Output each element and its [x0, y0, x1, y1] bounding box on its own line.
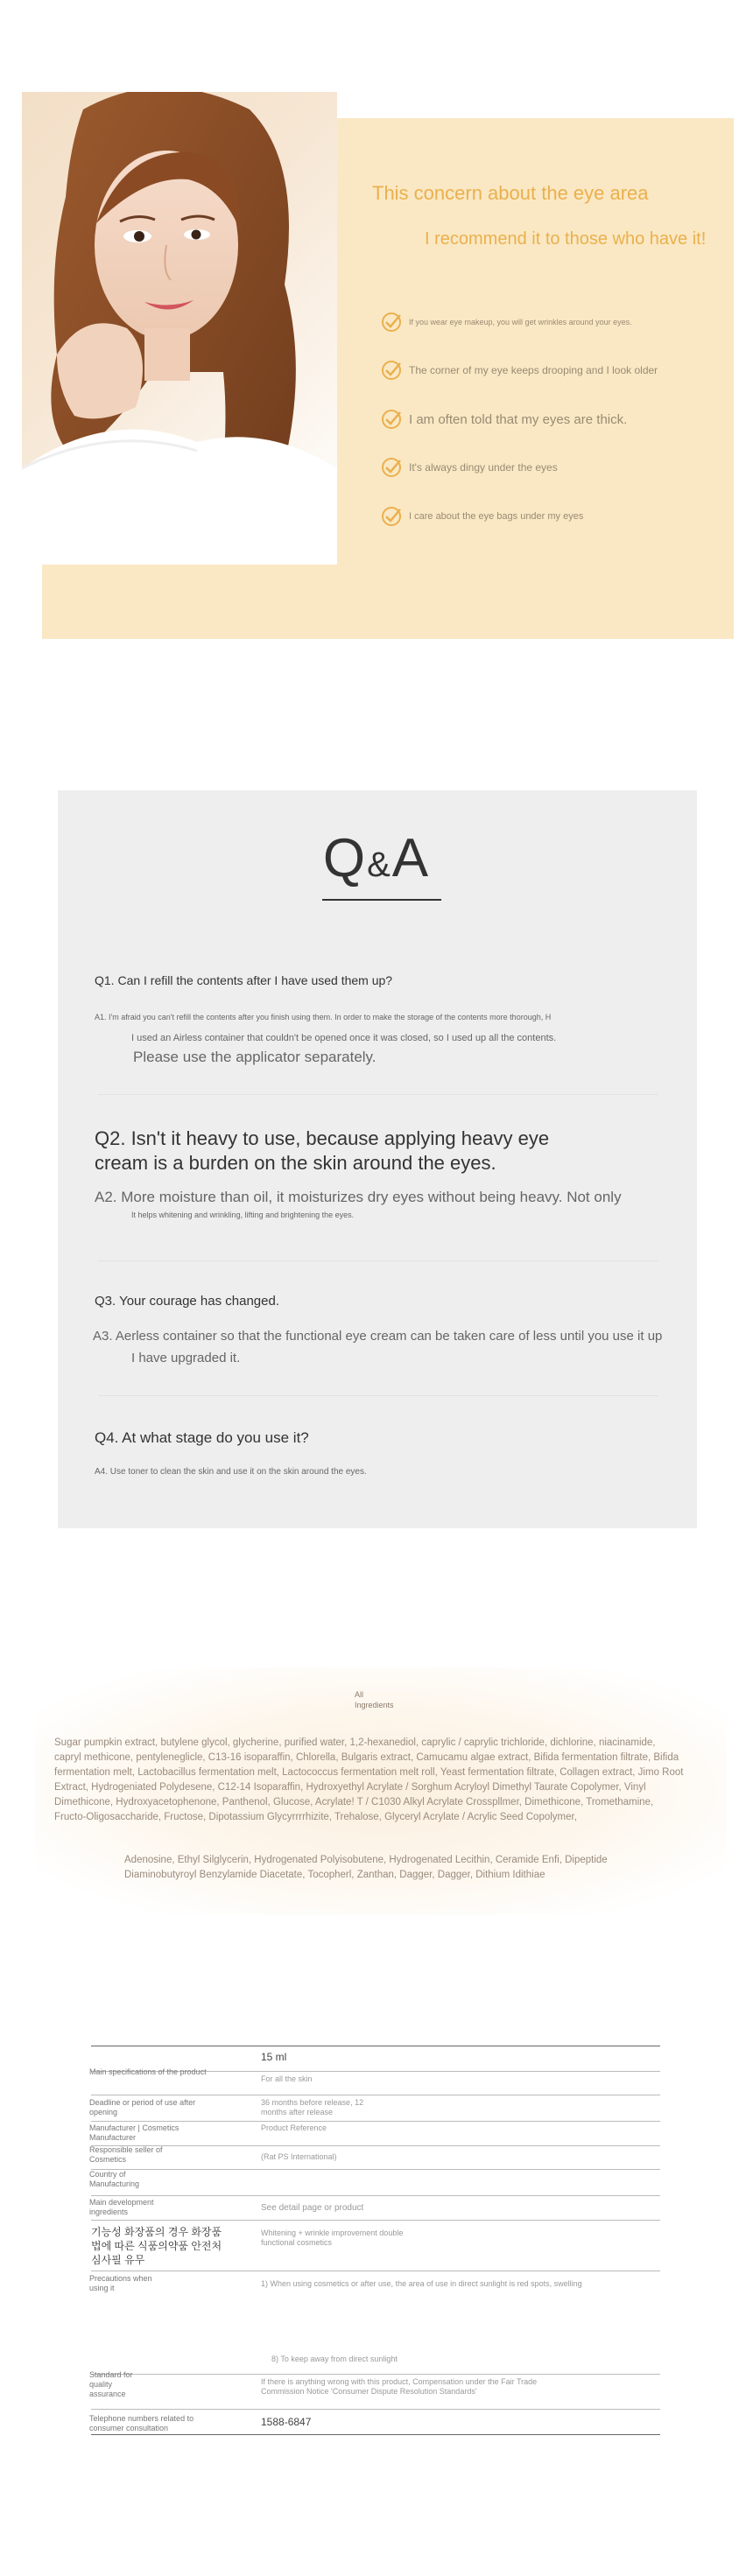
label-responsible-seller: Responsible seller of Cosmetics: [89, 2145, 163, 2164]
checkmark-circle-icon: [381, 312, 402, 333]
concern-title: This concern about the eye area: [372, 182, 649, 204]
label-usage-period: Deadline or period of use after opening: [89, 2098, 196, 2116]
answer-2-line-1: A2. More moisture than oil, it moisturizes dry eyes without being heavy. Not only: [95, 1189, 622, 1205]
model-portrait-image: [22, 92, 337, 565]
value-main-specifications: For all the skin: [261, 2074, 313, 2083]
ingredients-list-continued: Adenosine, Ethyl Silglycerin, Hydrogenated Polyisobutene, Hydrogenated Lecithin, Ceramide Enfi, Dipeptide Diaminobutyroyl Benzylamide Diacetate, Tocopherl, Zanthan, Dagger, Dagger, Dithium Idithiae: [124, 1855, 608, 1880]
ingredients-list: Sugar pumpkin extract, butylene glycol, glycherine, purified water, 1,2-hexanediol, caprylic / caprylic trichloride, dichlorine, niacinamide, capryl methicone, pentyleneglicle, C13-16 isoparaffin, Chlorella, Bulgaris extract, Camucamu algae extract, Bifida fermentation filtrate, Bifida fermentation melt, Lactobacillus fermentation melt, Lactococcus fermentation melt roll, Yeast fermentation filtrate, Collagen extract, Jimo Root Extract, Hydrogeniated Polydesene, C12-14 Isoparaffin, Hydroxyethyl Acrylate / Sorghum Acryloyl Dimethyl Taurate Copolymer, Vinyl Dimethicone, Hydroxyacetophenone, Panthenol, Glucose, Acrylate! T / C1030 Alkyl Acrylate Crosspllmer, Dimethicone, Tromethamine, Fructo-Oligosaccharide, Fructose, Dipotassium Glycyrrrrhizite, Trehalose, Glyceryl Acrylate / Acrylic Seed Copolymer,: [54, 1737, 684, 1822]
label-consumer-consultation-phone: Telephone numbers related to consumer consultation: [89, 2414, 194, 2432]
value-precautions-1: 1) When using cosmetics or after use, the area of use in direct sunlight is red spots, swelling: [261, 2279, 582, 2288]
table-bottom-border: [91, 2434, 660, 2435]
concern-item-text: It's always dingy under the eyes: [409, 461, 558, 474]
value-quality-assurance: If there is anything wrong with this product, Compensation under the Fair Trade Commission Notice 'Consumer Dispute Resolution Standards': [261, 2377, 538, 2396]
concern-item-text: I am often told that my eyes are thick.: [409, 411, 628, 427]
answer-3-line-2: I have upgraded it.: [131, 1351, 241, 1365]
checkmark-circle-icon: [381, 506, 402, 527]
concern-item: [381, 457, 558, 478]
value-functional-cosmetics-review: Whitening + wrinkle improvement double functional cosmetics: [261, 2229, 404, 2247]
concern-item-text: The corner of my eye keeps drooping and I look older: [409, 364, 658, 376]
question-1: Q1. Can I refill the contents after I have used them up?: [95, 973, 393, 987]
concern-item: [381, 360, 658, 381]
answer-3-line-1: A3. Aerless container so that the functional eye cream can be taken care of less until you use it up: [93, 1329, 663, 1344]
question-4: Q4. At what stage do you use it?: [95, 1429, 309, 1446]
label-manufacturer: Manufacturer | Cosmetics Manufacturer: [89, 2123, 179, 2142]
qa-title: Q&A: [322, 828, 431, 888]
concern-item-text: I care about the eye bags under my eyes: [409, 511, 584, 522]
qa-title-underline: [322, 899, 441, 901]
ingredients-title: All Ingredients: [355, 1690, 394, 1709]
table-row-divider: [91, 2409, 660, 2410]
table-row-divider: [91, 2195, 660, 2196]
value-consumer-consultation-phone: 1588-6847: [261, 2416, 312, 2428]
qa-divider: [98, 1260, 658, 1261]
answer-1-line-1: A1. I'm afraid you can't refill the contents after you finish using them. In order to make the storage of the contents more thorough, H: [95, 1013, 552, 1021]
value-usage-period: 36 months before release, 12 months after release: [261, 2098, 364, 2116]
qa-divider: [98, 1094, 658, 1095]
product-volume: 15 ml: [261, 2051, 287, 2063]
table-row-divider: [91, 2220, 660, 2221]
qa-divider: [98, 1395, 658, 1396]
model-portrait-illustration: [22, 92, 337, 565]
concern-item: [381, 312, 632, 333]
checkmark-circle-icon: [381, 360, 402, 381]
table-row-divider: [91, 2169, 660, 2170]
table-row-divider: [91, 2374, 660, 2375]
value-manufacturer: Product Reference: [261, 2123, 327, 2132]
value-precautions-8: 8) To keep away from direct sunlight: [271, 2355, 398, 2363]
question-2-line-1: Q2. Isn't it heavy to use, because applying heavy eye: [95, 1127, 550, 1149]
answer-1-line-3: Please use the applicator separately.: [133, 1049, 376, 1065]
answer-1-line-2: I used an Airless container that couldn't be opened once it was closed, so I used up all the contents.: [131, 1033, 557, 1043]
label-precautions: Precautions when using it: [89, 2274, 152, 2292]
question-3: Q3. Your courage has changed.: [95, 1294, 279, 1309]
label-quality-assurance: Standard for quality assurance: [89, 2370, 133, 2398]
checkmark-circle-icon: [381, 457, 402, 478]
label-country-of-manufacturing: Country of Manufacturing: [89, 2170, 140, 2188]
label-main-specifications: Main specifications of the product: [89, 2067, 207, 2076]
table-row-divider: [91, 2121, 660, 2122]
concern-subtitle: I recommend it to those who have it!: [425, 229, 707, 249]
answer-4: A4. Use toner to clean the skin and use it on the skin around the eyes.: [95, 1467, 367, 1477]
label-functional-cosmetics-review: 기능성 화장품의 경우 화장품법에 따른 식품의약품 안전처 심사필 유무: [91, 2226, 222, 2266]
value-main-ingredients: See detail page or product: [261, 2203, 364, 2213]
question-2-line-2: cream is a burden on the skin around the eyes.: [95, 1152, 496, 1174]
value-responsible-seller: (Rat PS International): [261, 2152, 337, 2161]
answer-2-line-2: It helps whitening and wrinkling, lifting and brightening the eyes.: [131, 1211, 355, 1219]
concern-item: [381, 506, 583, 527]
concern-item-text: If you wear eye makeup, you will get wrinkles around your eyes.: [409, 318, 632, 326]
checkmark-circle-icon: [381, 409, 402, 430]
label-main-ingredients: Main development ingredients: [89, 2198, 154, 2216]
concern-item: [381, 409, 627, 430]
